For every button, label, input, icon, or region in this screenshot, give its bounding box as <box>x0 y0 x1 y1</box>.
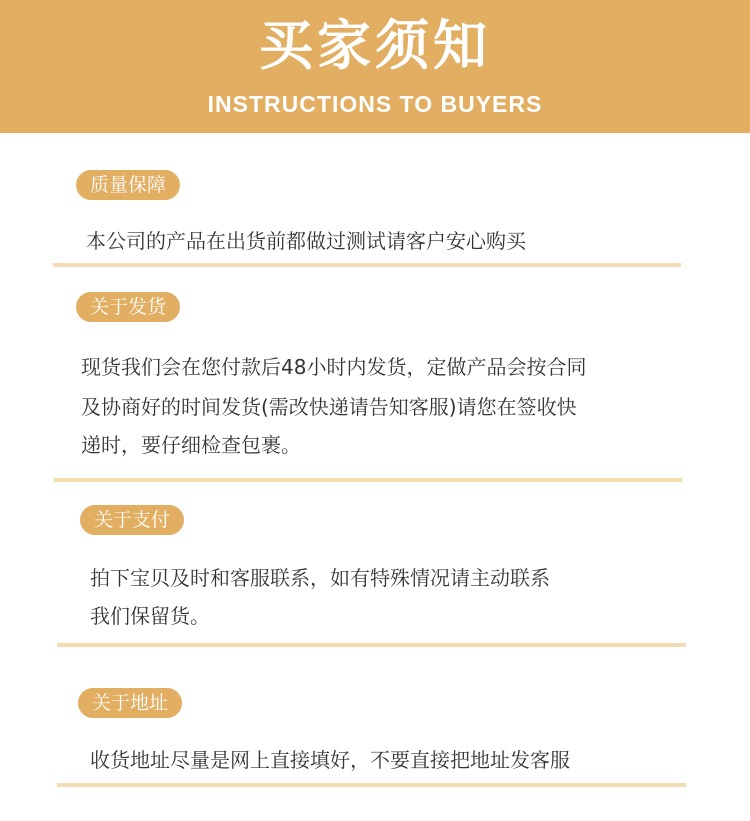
section-text-address-line-1: 收货地址尽量是网上直接填好，不要直接把地址发客服 <box>90 748 570 772</box>
section-text-quality-line-1: 本公司的产品在出货前都做过测试请客户安心购买 <box>86 229 526 253</box>
page-title: 买家须知 <box>259 14 491 77</box>
section-label-quality: 质量保障 <box>76 170 180 200</box>
section-text-shipping-line-2: 及协商好的时间发货(需改快递请告知客服)请您在签收快 <box>81 395 577 419</box>
section-text-shipping-line-3: 递时，要仔细检查包裹。 <box>81 433 301 457</box>
section-divider <box>57 643 686 647</box>
section-divider <box>53 263 681 267</box>
section-text-payment-line-1: 拍下宝贝及时和客服联系，如有特殊情况请主动联系 <box>90 566 550 590</box>
section-divider <box>57 783 686 787</box>
header-banner <box>0 0 750 133</box>
section-divider <box>54 478 682 482</box>
section-label-shipping: 关于发货 <box>76 292 180 322</box>
page-subtitle: INSTRUCTIONS TO BUYERS <box>207 91 543 117</box>
section-text-payment-line-2: 我们保留货。 <box>90 604 210 628</box>
section-text-shipping-line-1: 现货我们会在您付款后48小时内发货，定做产品会按合同 <box>81 355 587 379</box>
section-label-payment: 关于支付 <box>80 505 184 535</box>
section-label-address: 关于地址 <box>78 688 182 718</box>
